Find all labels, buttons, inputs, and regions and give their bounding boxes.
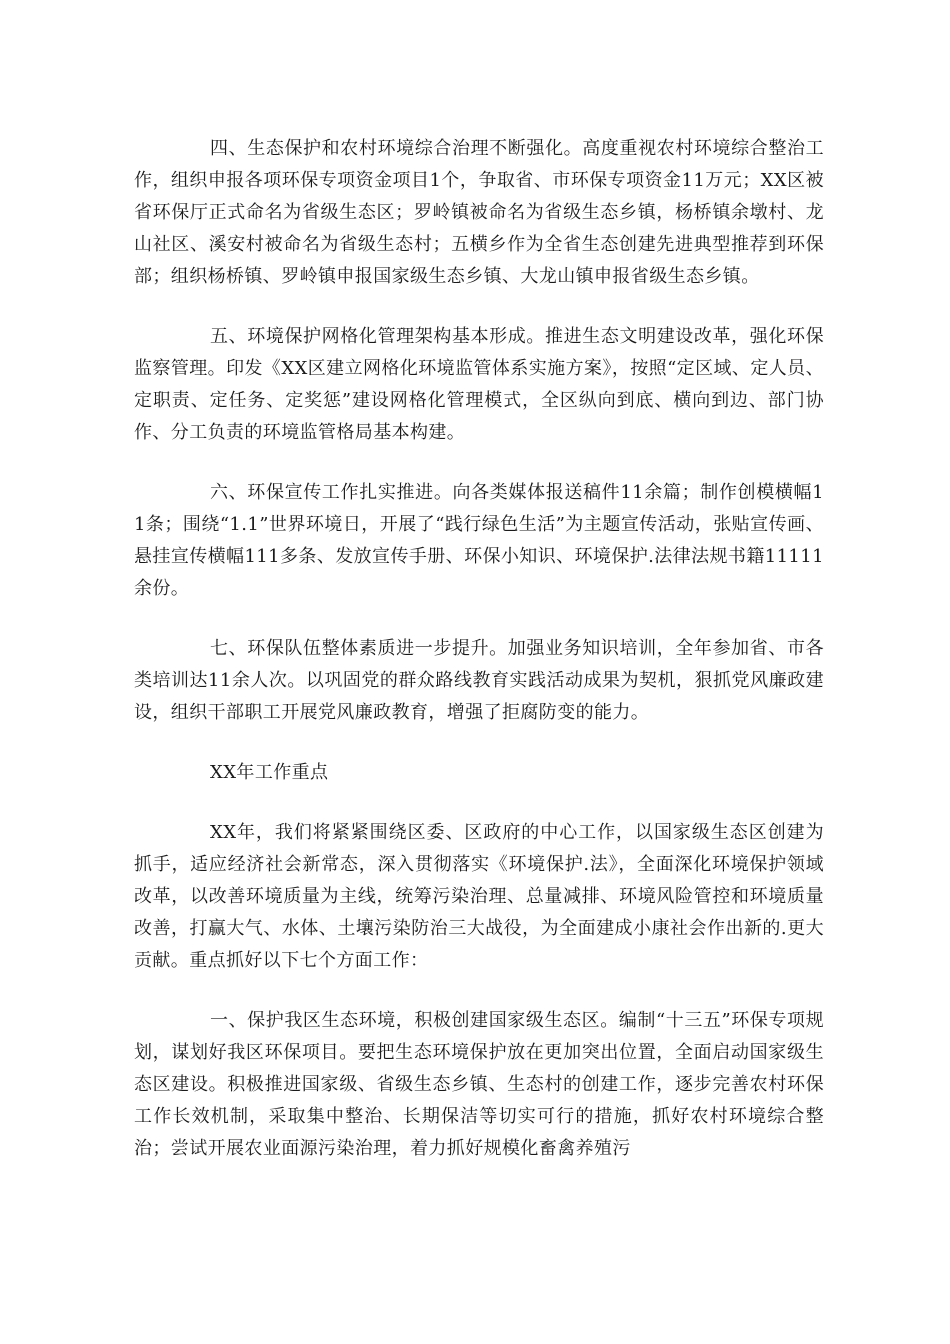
section-heading: XX年工作重点 xyxy=(210,762,329,783)
paragraph-ecology: 四、生态保护和农村环境综合治理不断强化。高度重视农村环境综合整治工作，组织申报各项环保专项资金项目1个，争取省、市环保专项资金11万元；XX区被省环保厅正式命名为省级生态区；罗岭镇被命名为省级生态乡镇，杨桥镇余墩村、龙山社区、溪安村被命名为省级生态村；五横乡作为全省生态创建先进典型推荐到环保部；组织杨桥镇、罗岭镇申报国家级生态乡镇、大龙山镇申报省级生态乡镇。 xyxy=(134,138,824,287)
paragraph-grid-management: 五、环境保护网格化管理架构基本形成。推进生态文明建设改革，强化环保监察管理。印发《XX区建立网格化环境监管体系实施方案》，按照“定区域、定人员、定职责、定任务、定奖惩”建设网格化管理模式，全区纵向到底、横向到边、部门协作、分工负责的环境监管格局基本构建。 xyxy=(134,326,824,443)
paragraph-item-one: 一、保护我区生态环境，积极创建国家级生态区。编制“十三五”环保专项规划，谋划好我区环保项目。要把生态环境保护放在更加突出位置，全面启动国家级生态区建设。积极推进国家级、省级生态乡镇、生态村的创建工作，逐步完善农村环保工作长效机制，采取集中整治、长期保洁等切实可行的措施，抓好农村环境综合整治；尝试开展农业面源污染治理，着力抓好规模化畜禽养殖污 xyxy=(134,1010,824,1159)
document-body xyxy=(134,133,824,1193)
paragraph-publicity: 六、环保宣传工作扎实推进。向各类媒体报送稿件11余篇；制作创模横幅11条；围绕“1.1”世界环境日，开展了“践行绿色生活”为主题宣传活动，张贴宣传画、悬挂宣传横幅111多条、发放宣传手册、环保小知识、环境保护.法律法规书籍11111余份。 xyxy=(134,482,824,599)
paragraph-overview: XX年，我们将紧紧围绕区委、区政府的中心工作，以国家级生态区创建为抓手，适应经济社会新常态，深入贯彻落实《环境保护.法》，全面深化环境保护领域改革，以改善环境质量为主线，统筹污染治理、总量减排、环境风险管控和环境质量改善，打赢大气、水体、土壤污染防治三大战役，为全面建成小康社会作出新的.更大贡献。重点抓好以下七个方面工作： xyxy=(134,822,824,971)
paragraph-team-quality: 七、环保队伍整体素质进一步提升。加强业务知识培训，全年参加省、市各类培训达11余人次。以巩固党的群众路线教育实践活动成果为契机，狠抓党风廉政建设，组织干部职工开展党风廉政教育，增强了拒腐防变的能力。 xyxy=(134,638,824,723)
